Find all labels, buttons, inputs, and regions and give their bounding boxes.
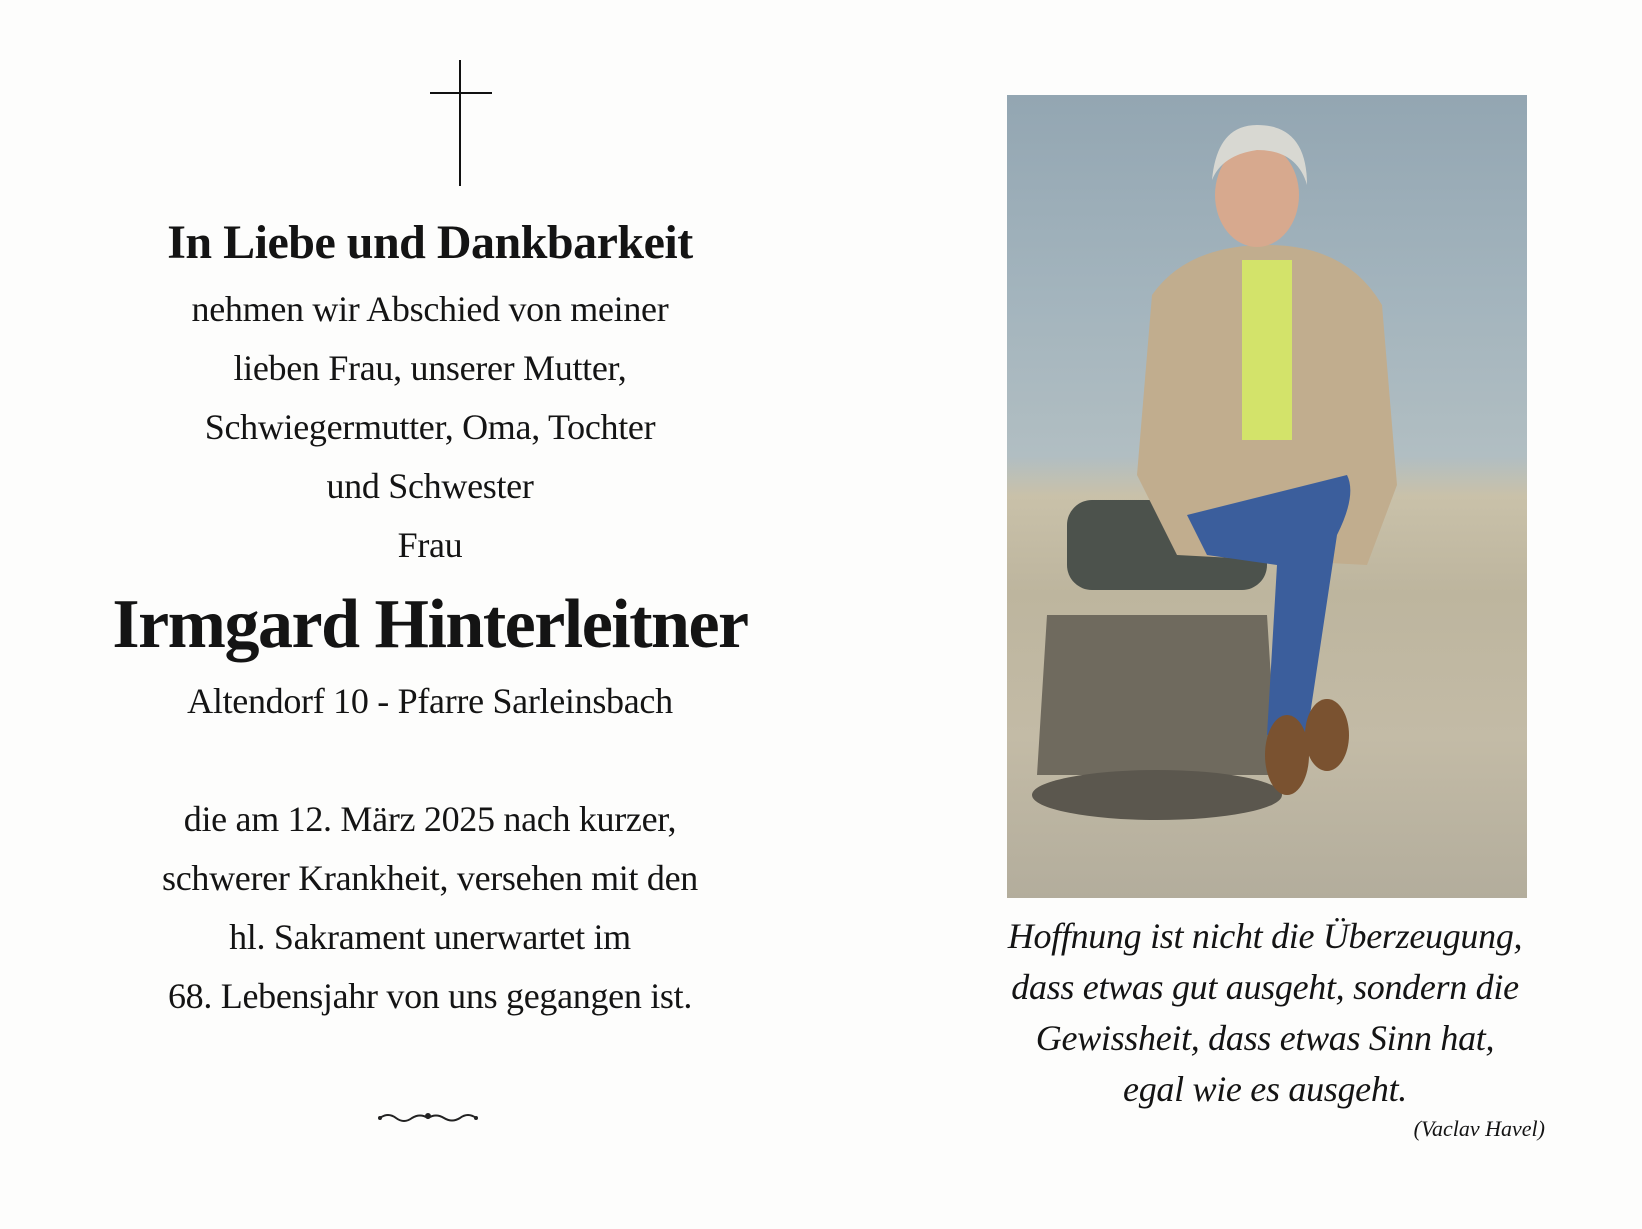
intro-line: Frau [397, 525, 463, 565]
death-line: hl. Sakrament unerwartet im [229, 917, 631, 957]
ornament-icon [378, 1110, 478, 1124]
deceased-name: Irmgard Hinterleitner [112, 586, 748, 663]
intro-line: und Schwester [326, 466, 534, 506]
quote-line: Gewissheit, dass etwas Sinn hat, [1035, 1018, 1495, 1058]
quote-line: dass etwas gut ausgeht, sondern die [1011, 967, 1519, 1007]
intro-line: nehmen wir Abschied von meiner [191, 289, 669, 329]
heading: In Liebe und Dankbarkeit [167, 216, 693, 269]
quote-line: Hoffnung ist nicht die Überzeugung, [1007, 916, 1523, 956]
cross-icon [430, 60, 492, 186]
intro-line: lieben Frau, unserer Mutter, [233, 348, 627, 388]
photo-illustration [1007, 95, 1527, 898]
death-line: 68. Lebensjahr von uns gegangen ist. [167, 976, 693, 1016]
death-line: die am 12. März 2025 nach kurzer, [183, 799, 677, 839]
portrait-photo [1007, 95, 1527, 898]
quote-author: (Vaclav Havel) [1413, 1116, 1545, 1141]
intro-line: Schwiegermutter, Oma, Tochter [204, 407, 656, 447]
address: Altendorf 10 - Pfarre Sarleinsbach [187, 681, 673, 721]
quote-line: egal wie es ausgeht. [1123, 1069, 1407, 1109]
death-line: schwerer Krankheit, versehen mit den [162, 858, 698, 898]
